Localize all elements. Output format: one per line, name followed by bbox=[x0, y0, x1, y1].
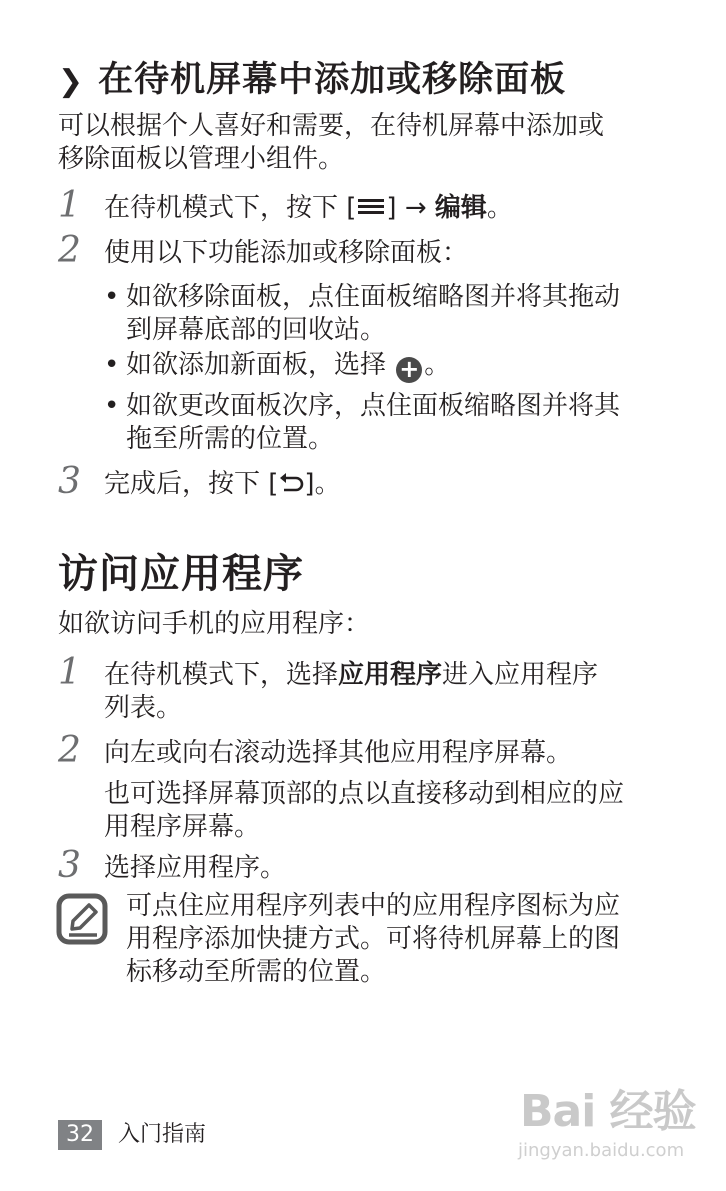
step-number: 3 bbox=[58, 461, 81, 502]
step-2-text: 使用以下功能添加或移除面板： bbox=[104, 238, 469, 268]
list-item: • 如欲添加新面板，选择 + 。 bbox=[104, 350, 451, 383]
section2-intro: 如欲访问手机的应用程序： bbox=[58, 609, 371, 639]
bullet-icon: • bbox=[104, 391, 120, 421]
bullet-icon: • bbox=[104, 350, 120, 380]
step-3-text: 完成后，按下 [ ]。 bbox=[104, 469, 341, 499]
step-number: 1 bbox=[58, 652, 81, 693]
baidu-watermark-url: jingyan.baidu.com bbox=[518, 1140, 685, 1161]
step-number: 2 bbox=[58, 230, 81, 271]
note-text: 可点住应用程序列表中的应用程序图标为应 用程序添加快捷方式。可将待机屏幕上的图 标移动至所需的位置。 bbox=[126, 891, 621, 987]
step-3-text: 选择应用程序。 bbox=[104, 853, 287, 883]
section-title-access-apps: 访问应用程序 bbox=[58, 551, 304, 597]
step-1-text: 在待机模式下，按下 [ ] → 编辑。 bbox=[104, 193, 513, 223]
page-number: 32 bbox=[58, 1120, 102, 1150]
step-number: 2 bbox=[58, 730, 81, 771]
list-item: • 如欲移除面板，点住面板缩略图并将其拖动 到屏幕底部的回收站。 bbox=[104, 282, 621, 345]
bullet-icon: • bbox=[104, 282, 120, 312]
baidu-watermark-logo: Bai 经验 bbox=[520, 1086, 696, 1137]
step-2-text: 向左或向右滚动选择其他应用程序屏幕。 也可选择屏幕顶部的点以直接移动到相应的应 用程序屏幕。 bbox=[104, 738, 625, 842]
plus-circle-icon: + bbox=[396, 357, 422, 383]
step-number: 1 bbox=[58, 185, 81, 226]
section-title-add-remove-panels: ❯ 在待机屏幕中添加或移除面板 bbox=[58, 60, 567, 100]
step-1-text: 在待机模式下，选择应用程序进入应用程序 列表。 bbox=[104, 660, 599, 723]
note-pencil-icon bbox=[56, 893, 110, 951]
list-item: • 如欲更改面板次序，点住面板缩略图并将其 拖至所需的位置。 bbox=[104, 391, 621, 454]
footer-section-label: 入门指南 bbox=[118, 1122, 207, 1147]
section1-intro: 可以根据个人喜好和需要，在待机屏幕中添加或 移除面板以管理小组件。 bbox=[58, 111, 605, 174]
chevron-right-icon: ❯ bbox=[58, 64, 85, 99]
menu-icon bbox=[356, 192, 386, 225]
step-number: 3 bbox=[58, 845, 81, 886]
back-icon bbox=[278, 468, 304, 501]
